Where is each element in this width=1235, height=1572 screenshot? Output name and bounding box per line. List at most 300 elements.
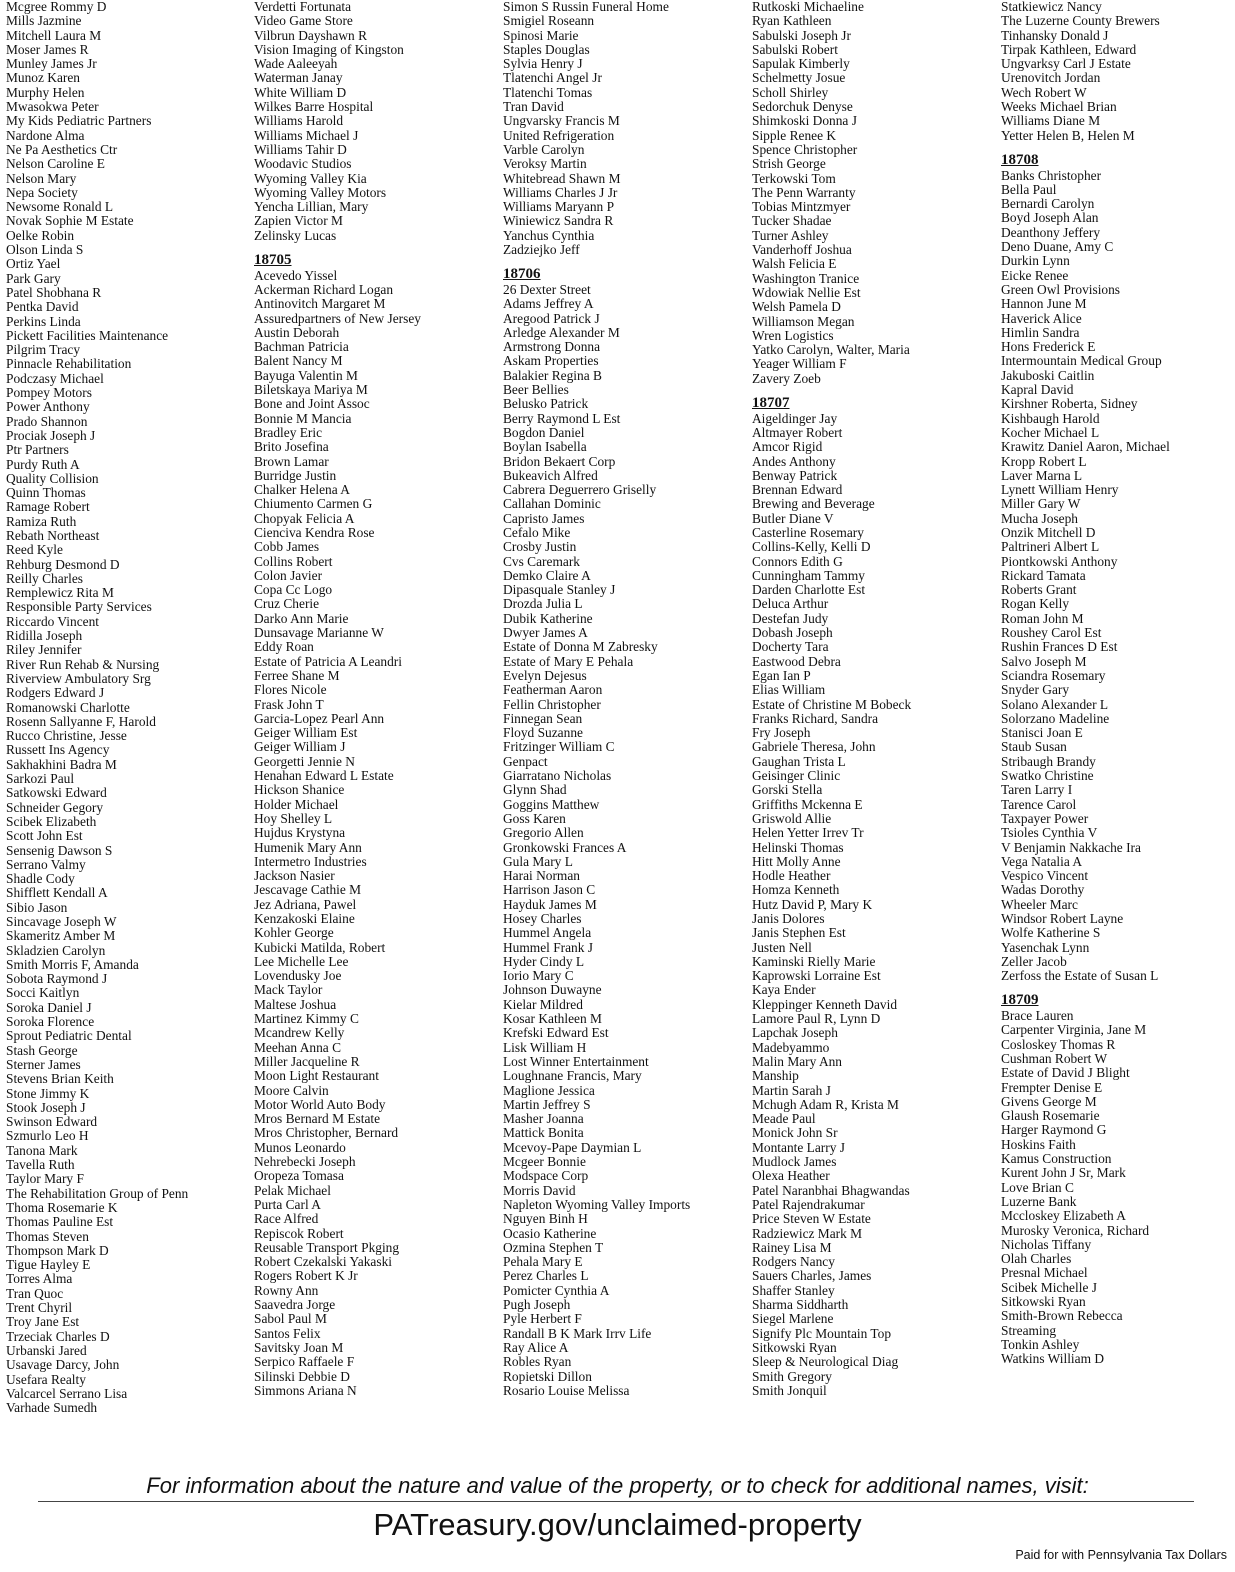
claimant-name: Perkins Linda [6, 313, 81, 329]
claimant-name: Smith-Brown Rebecca [1001, 1308, 1123, 1324]
claimant-name: Rainey Lisa M [752, 1239, 832, 1255]
claimant-name: Finnegan Sean [503, 710, 583, 726]
claimant-name: Park Gary [6, 270, 61, 286]
claimant-name: Cienciva Kendra Rose [254, 524, 375, 540]
claimant-name: Ferree Shane M [254, 667, 340, 683]
claimant-name: Cabrera Deguerrero Griselly [503, 482, 657, 498]
claimant-name: Aigeldinger Jay [752, 410, 838, 426]
name-listing [6, 0, 1235, 1430]
claimant-name: Cefalo Mike [503, 524, 571, 540]
claimant-name: Wyoming Valley Kia [254, 170, 367, 186]
claimant-name: Williams Charles J Jr [503, 184, 618, 200]
claimant-name: Zadziejko Jeff [503, 242, 580, 258]
claimant-name: Tucker Shadae [752, 213, 832, 229]
claimant-name: Pentka David [6, 299, 79, 315]
claimant-name: Brace Lauren [1001, 1008, 1074, 1024]
claimant-name: Cunningham Tammy [752, 567, 866, 583]
claimant-name: Mcevoy-Pape Daymian L [503, 1139, 642, 1155]
claimant-name: Hayduk James M [503, 896, 597, 912]
claimant-name: Romanowski Charlotte [6, 699, 130, 715]
claimant-name: Simmons Ariana N [254, 1382, 357, 1398]
claimant-name: Aregood Patrick J [503, 310, 600, 326]
claimant-name: Paltrineri Albert L [1001, 539, 1100, 555]
claimant-name: Vilbrun Dayshawn R [254, 27, 368, 43]
claimant-name: Hodle Heather [752, 868, 831, 884]
claimant-name: Janis Dolores [752, 911, 825, 926]
claimant-name: Humenik Mary Ann [254, 839, 362, 855]
claimant-name: Olah Charles [1001, 1251, 1072, 1267]
claimant-name: Presnal Michael [1001, 1265, 1088, 1281]
column-5 [1001, 0, 1235, 1367]
claimant-name: Swatko Christine [1001, 768, 1094, 784]
claimant-name: Thomas Pauline Est [6, 1214, 114, 1230]
claimant-name: Butler Diane V [752, 510, 834, 526]
claimant-name: Simon S Russin Funeral Home [503, 0, 669, 14]
claimant-name: Goggins Matthew [503, 796, 600, 812]
column-4 [752, 0, 998, 1398]
claimant-name: Wheeler Marc [1001, 896, 1078, 912]
claimant-name: Podczasy Michael [6, 370, 104, 386]
claimant-name: Chopyak Felicia A [254, 510, 355, 526]
claimant-name: Cosloskey Thomas R [1001, 1036, 1116, 1052]
claimant-name: Mills Jazmine [6, 13, 82, 29]
claimant-name: Egan Ian P [752, 667, 811, 683]
claimant-name: Laver Marna L [1001, 467, 1083, 483]
claimant-name: Hannon June M [1001, 296, 1087, 312]
claimant-name: Glaush Rosemarie [1001, 1108, 1100, 1124]
claimant-name: The Penn Warranty [752, 184, 856, 200]
claimant-name: Oropeza Tomasa [254, 1168, 344, 1184]
claimant-name: Hitt Molly Anne [752, 853, 841, 869]
claimant-name: Benway Patrick [752, 467, 838, 483]
claimant-name: Wren Logistics [752, 327, 834, 343]
claimant-name: Hummel Angela [503, 925, 592, 941]
claimant-name: Dipasquale Stanley J [503, 582, 616, 598]
claimant-name: Rushin Frances D Est [1001, 639, 1118, 655]
claimant-name: Gaughan Trista L [752, 753, 846, 769]
claimant-name: Price Steven W Estate [752, 1211, 871, 1227]
claimant-name: Ridilla Joseph [6, 628, 83, 644]
claimant-name: Washington Tranice [752, 270, 860, 286]
claimant-name: Boylan Isabella [503, 439, 587, 455]
claimant-name: Featherman Aaron [503, 682, 603, 698]
zip-code-heading: 18706 [503, 266, 541, 283]
claimant-name: Vanderhoff Joshua [752, 242, 852, 258]
claimant-name: Usavage Darcy, John [6, 1357, 120, 1373]
claimant-name: Wade Aaleeyah [254, 56, 338, 72]
claimant-name: Tran Quoc [6, 1285, 64, 1301]
claimant-name: Riley Jennifer [6, 642, 82, 658]
claimant-name: Olson Linda S [6, 242, 84, 258]
claimant-name: Purdy Ruth A [6, 456, 80, 472]
claimant-name: Socci Kaitlyn [6, 985, 80, 1001]
claimant-name: Tarence Carol [1001, 796, 1077, 812]
claimant-name: Floyd Suzanne [503, 725, 583, 741]
claimant-name: Fellin Christopher [503, 696, 601, 712]
claimant-name: Serpico Raffaele F [254, 1354, 355, 1370]
claimant-name: Kohler George [254, 925, 334, 941]
claimant-name: Signify Plc Mountain Top [752, 1325, 892, 1341]
claimant-name: Spence Christopher [752, 141, 858, 157]
claimant-name: Brito Josefina [254, 439, 329, 455]
claimant-name: Hujdus Krystyna [254, 825, 346, 841]
claimant-name: Mattick Bonita [503, 1125, 584, 1141]
claimant-name: Yasenchak Lynn [1001, 939, 1090, 955]
claimant-name: Deluca Arthur [752, 596, 829, 612]
claimant-name: Gronkowski Frances A [503, 839, 627, 855]
claimant-name: Skameritz Amber M [6, 928, 116, 944]
claimant-name: Meade Paul [752, 1111, 816, 1127]
claimant-name: Chiumento Carmen G [254, 496, 373, 512]
claimant-name: Brewing and Beverage [752, 496, 875, 512]
claimant-name: Amcor Rigid [752, 439, 823, 455]
claimant-name: Whitebread Shawn M [503, 170, 621, 186]
claimant-name: Bayuga Valentin M [254, 367, 358, 383]
claimant-name: Mack Taylor [254, 982, 323, 998]
claimant-name: Mros Christopher, Bernard [254, 1125, 399, 1141]
claimant-name: Frask John T [254, 696, 324, 712]
claimant-name: Ungvarksy Carl J Estate [1001, 56, 1131, 72]
claimant-name: Roushey Carol Est [1001, 625, 1102, 641]
claimant-name: Mcgeer Bonnie [503, 1154, 586, 1170]
claimant-name: Deanthony Jeffery [1001, 224, 1101, 240]
claimant-name: Antinovitch Margaret M [254, 296, 386, 312]
claimant-name: Lynett William Henry [1001, 482, 1119, 498]
claimant-name: Moser James R [6, 41, 89, 57]
claimant-name: Georgetti Jennie N [254, 753, 355, 769]
claimant-name: Kapral David [1001, 382, 1074, 398]
claimant-name: Martinez Kimmy C [254, 1011, 359, 1027]
claimant-name: Hickson Shanice [254, 782, 345, 798]
claimant-name: Shadle Cody [6, 871, 75, 887]
claimant-name: Destefan Judy [752, 610, 829, 626]
claimant-name: Dubik Katherine [503, 610, 593, 626]
claimant-name: Lamore Paul R, Lynn D [752, 1011, 881, 1027]
claimant-name: Pickett Facilities Maintenance [6, 327, 169, 343]
claimant-name: Hons Frederick E [1001, 339, 1096, 355]
claimant-name: Gula Mary L [503, 853, 573, 869]
claimant-name: Jescavage Cathie M [254, 882, 362, 898]
claimant-name: Estate of Christine M Bobeck [752, 696, 912, 712]
claimant-name: Estate of Mary E Pehala [503, 653, 634, 669]
claimant-name: Williams Maryann P [503, 199, 615, 215]
claimant-name: Fritzinger William C [503, 739, 615, 755]
claimant-name: Terkowski Tom [752, 170, 836, 186]
claimant-name: Pompey Motors [6, 385, 92, 401]
claimant-name: Robles Ryan [503, 1354, 572, 1370]
claimant-name: Munoz Karen [6, 70, 80, 86]
claimant-name: Rowny Ann [254, 1282, 319, 1298]
claimant-name: Kubicki Matilda, Robert [254, 939, 386, 955]
claimant-name: Riccardo Vincent [6, 613, 100, 629]
claimant-name: Sedorchuk Denyse [752, 99, 853, 115]
claimant-name: Giarratano Nicholas [503, 768, 612, 784]
claimant-name: Bernardi Carolyn [1001, 196, 1095, 212]
claimant-name: Estate of Donna M Zabresky [503, 639, 658, 655]
claimant-name: Nelson Mary [6, 170, 77, 186]
claimant-name: Sipple Renee K [752, 127, 837, 143]
claimant-name: Smith Jonquil [752, 1382, 827, 1398]
claimant-name: Schelmetty Josue [752, 70, 846, 86]
claimant-name: Kishbaugh Harold [1001, 410, 1100, 426]
claimant-name: Remplewicz Rita M [6, 585, 114, 601]
claimant-name: Tonkin Ashley [1001, 1336, 1080, 1352]
claimant-name: Montante Larry J [752, 1139, 845, 1155]
claimant-name: Weeks Michael Brian [1001, 99, 1117, 115]
claimant-name: Zerfoss the Estate of Susan L [1001, 968, 1159, 984]
claimant-name: Holder Michael [254, 796, 339, 812]
claimant-name: Malin Mary Ann [752, 1053, 843, 1069]
claimant-name: Burridge Justin [254, 467, 337, 483]
claimant-name: Vega Natalia A [1001, 853, 1083, 869]
claimant-name: Collins-Kelly, Kelli D [752, 539, 871, 555]
claimant-name: Stanisci Joan E [1001, 725, 1083, 741]
claimant-name: Bukeavich Alfred [503, 467, 598, 483]
claimant-name: The Rehabilitation Group of Penn [6, 1185, 189, 1201]
claimant-name: Brennan Edward [752, 482, 843, 498]
claimant-name: Patel Rajendrakumar [752, 1196, 865, 1212]
claimant-name: Geiger William Est [254, 725, 358, 741]
claimant-name: Meehan Anna C [254, 1039, 342, 1055]
claimant-name: Demko Claire A [503, 567, 591, 583]
claimant-name: Sensenig Dawson S [6, 842, 113, 858]
claimant-name: Kleppinger Kenneth David [752, 996, 898, 1012]
claimant-name: Rebath Northeast [6, 527, 100, 543]
claimant-name: Estate of Patricia A Leandri [254, 653, 402, 669]
claimant-name: Lapchak Joseph [752, 1025, 838, 1041]
claimant-name: Masher Joanna [503, 1111, 584, 1127]
claimant-name: Berry Raymond L Est [503, 410, 621, 426]
claimant-name: Ocasio Katherine [503, 1225, 597, 1241]
claimant-name: Intermountain Medical Group [1001, 353, 1162, 369]
claimant-name: Smith Gregory [752, 1368, 832, 1384]
footer-info-text: For information about the nature and value of the property, or to check for additional names, visit: [146, 1473, 1089, 1498]
claimant-name: Harai Norman [503, 868, 580, 884]
claimant-name: Sitkowski Ryan [1001, 1294, 1086, 1310]
claimant-name: Wilkes Barre Hospital [254, 99, 374, 115]
column-2 [254, 0, 500, 1398]
claimant-name: Williams Michael J [254, 127, 359, 143]
claimant-name: Taren Larry I [1001, 782, 1073, 798]
claimant-name: Givens George M [1001, 1093, 1097, 1109]
claimant-name: Belusko Patrick [503, 396, 589, 412]
claimant-name: Pilgrim Tracy [6, 342, 81, 358]
claimant-name: Loughnane Francis, Mary [503, 1068, 642, 1084]
claimant-name: Estate of David J Blight [1001, 1065, 1130, 1081]
claimant-name: Murphy Helen [6, 84, 85, 100]
claimant-name: Geiger William J [254, 739, 346, 755]
claimant-name: Swinson Edward [6, 1114, 98, 1130]
claimant-name: Varhade Sumedh [6, 1400, 98, 1416]
claimant-name: Ungvarsky Francis M [503, 113, 620, 129]
claimant-name: Soroka Florence [6, 1014, 95, 1030]
claimant-name: Homza Kenneth [752, 882, 840, 898]
claimant-name: Arledge Alexander M [503, 324, 620, 340]
claimant-name: Martin Sarah J [752, 1082, 831, 1098]
claimant-name: Scholl Shirley [752, 84, 829, 100]
claimant-name: Helen Yetter Irrev Tr [752, 825, 864, 841]
claimant-name: Monick John Sr [752, 1125, 838, 1141]
claimant-name: Jakuboski Caitlin [1001, 367, 1095, 383]
claimant-name: Colon Javier [254, 567, 323, 583]
claimant-name: Balakier Regina B [503, 367, 602, 383]
claimant-name: Love Brian C [1001, 1179, 1074, 1195]
claimant-name: Gorski Stella [752, 782, 823, 798]
claimant-name: Walsh Felicia E [752, 256, 837, 272]
claimant-name: Sibio Jason [6, 899, 68, 915]
claimant-name: Schneider Gegory [6, 799, 104, 815]
claimant-name: Sharma Siddharth [752, 1297, 849, 1313]
claimant-name: Newsome Ronald L [6, 199, 114, 215]
claimant-name: Modspace Corp [503, 1168, 589, 1184]
claimant-name: Cushman Robert W [1001, 1050, 1108, 1066]
claimant-name: Waterman Janay [254, 70, 343, 86]
claimant-name: Saavedra Jorge [254, 1297, 336, 1313]
claimant-name: Statkiewicz Nancy [1001, 0, 1102, 14]
footer-url[interactable]: PATreasury.gov/unclaimed-property [373, 1507, 862, 1542]
claimant-name: Scott John Est [6, 828, 83, 844]
claimant-name: Intermetro Industries [254, 853, 367, 869]
claimant-name: Windsor Robert Layne [1001, 911, 1124, 926]
claimant-name: Tsioles Cynthia V [1001, 825, 1098, 841]
claimant-name: Sakhakhini Badra M [6, 756, 117, 772]
claimant-name: Woodavic Studios [254, 156, 352, 172]
claimant-name: Thompson Mark D [6, 1242, 109, 1258]
claimant-name: Austin Deborah [254, 324, 340, 340]
claimant-name: Pelak Michael [254, 1182, 331, 1198]
claimant-name: Geisinger Clinic [752, 768, 841, 784]
claimant-name: Sciandra Rosemary [1001, 667, 1106, 683]
claimant-name: Griffiths Mckenna E [752, 796, 863, 812]
claimant-name: Garcia-Lopez Pearl Ann [254, 710, 385, 726]
claimant-name: Fry Joseph [752, 725, 811, 741]
claimant-name: Franks Richard, Sandra [752, 710, 879, 726]
claimant-name: Stribaugh Brandy [1001, 753, 1096, 769]
claimant-name: Eddy Roan [254, 639, 314, 655]
claimant-name: Kenzakoski Elaine [254, 911, 355, 926]
claimant-name: Pugh Joseph [503, 1297, 571, 1313]
claimant-name: Perez Charles L [503, 1268, 589, 1284]
claimant-name: Siegel Marlene [752, 1311, 834, 1327]
column-1 [6, 0, 252, 1415]
claimant-name: Radziewicz Mark M [752, 1225, 863, 1241]
claimant-name: Sterner James [6, 1056, 81, 1072]
claimant-name: Cruz Cherie [254, 596, 320, 612]
claimant-name: Strish George [752, 156, 826, 172]
claimant-name: Docherty Tara [752, 639, 829, 655]
claimant-name: Genpact [503, 753, 548, 769]
claimant-name: Power Anthony [6, 399, 90, 415]
claimant-name: Miller Gary W [1001, 496, 1081, 512]
claimant-name: Evelyn Dejesus [503, 667, 587, 683]
claimant-name: Stook Joseph J [6, 1099, 86, 1115]
claimant-name: Spinosi Marie [503, 27, 579, 43]
claimant-name: Bridon Bekaert Corp [503, 453, 616, 469]
claimant-name: Sitkowski Ryan [752, 1339, 837, 1355]
claimant-name: Nardone Alma [6, 127, 85, 143]
claimant-name: Frempter Denise E [1001, 1079, 1103, 1095]
claimant-name: Williamson Megan [752, 313, 855, 329]
claimant-name: Riverview Ambulatory Srg [6, 670, 151, 686]
claimant-name: Justen Nell [752, 939, 812, 955]
claimant-name: Maglione Jessica [503, 1082, 595, 1098]
claimant-name: Olexa Heather [752, 1168, 830, 1184]
claimant-name: Ray Alice A [503, 1339, 569, 1355]
footer-divider [38, 1501, 1194, 1502]
claimant-name: Veroksy Martin [503, 156, 587, 172]
claimant-name: Darko Ann Marie [254, 610, 349, 626]
claimant-name: Streaming [1001, 1322, 1057, 1338]
claimant-name: Staub Susan [1001, 739, 1067, 755]
zip-code-heading: 18705 [254, 252, 292, 269]
claimant-name: The Luzerne County Brewers [1001, 13, 1160, 29]
claimant-name: Mwasokwa Peter [6, 99, 99, 115]
claimant-name: My Kids Pediatric Partners [6, 113, 152, 129]
claimant-name: Connors Edith G [752, 553, 843, 569]
claimant-name: Pyle Herbert F [503, 1311, 582, 1327]
claimant-name: Miller Jacqueline R [254, 1053, 360, 1069]
claimant-name: Beer Bellies [503, 382, 569, 398]
claimant-name: Tlatenchi Angel Jr [503, 70, 602, 86]
claimant-name: Hoskins Faith [1001, 1136, 1076, 1152]
claimant-name: Patel Shobhana R [6, 284, 102, 300]
claimant-name: Mcandrew Kelly [254, 1025, 345, 1041]
claimant-name: Wech Robert W [1001, 84, 1087, 100]
claimant-name: Yencha Lillian, Mary [254, 199, 369, 215]
claimant-name: Wdowiak Nellie Est [752, 284, 861, 300]
claimant-name: Jez Adriana, Pawel [254, 896, 357, 912]
claimant-name: Lost Winner Entertainment [503, 1053, 649, 1069]
claimant-name: Williams Harold [254, 113, 344, 129]
claimant-name: Stevens Brian Keith [6, 1071, 114, 1087]
claimant-name: Wadas Dorothy [1001, 882, 1085, 898]
claimant-name: Green Owl Provisions [1001, 281, 1121, 297]
claimant-name: Tirpak Kathleen, Edward [1001, 41, 1137, 57]
claimant-name: Tavella Ruth [6, 1157, 75, 1173]
claimant-name: Bonnie M Mancia [254, 410, 352, 426]
claimant-name: Kirshner Roberta, Sidney [1001, 396, 1138, 412]
claimant-name: Rehburg Desmond D [6, 556, 120, 572]
claimant-name: Bone and Joint Assoc [254, 396, 370, 412]
claimant-name: Ozmina Stephen T [503, 1239, 604, 1255]
claimant-name: Ryan Kathleen [752, 13, 832, 29]
claimant-name: Smith Morris F, Amanda [6, 956, 139, 972]
claimant-name: Lisk William H [503, 1039, 587, 1055]
claimant-name: Mitchell Laura M [6, 27, 102, 43]
claimant-name: Santos Felix [254, 1325, 321, 1341]
claimant-name: Yanchus Cynthia [503, 227, 595, 243]
claimant-name: Stone Jimmy K [6, 1085, 90, 1101]
claimant-name: Capristo James [503, 510, 585, 526]
claimant-name: Morris David [503, 1182, 576, 1198]
claimant-name: Responsible Party Services [6, 599, 152, 615]
claimant-name: Copa Cc Logo [254, 582, 333, 598]
claimant-name: Drozda Julia L [503, 596, 583, 612]
claimant-name: Manship [752, 1068, 799, 1084]
claimant-name: Kropp Robert L [1001, 453, 1087, 469]
claimant-name: Video Game Store [254, 13, 353, 29]
claimant-name: Gregorio Allen [503, 825, 584, 841]
zip-code-heading: 18708 [1001, 151, 1039, 168]
claimant-name: Kocher Michael L [1001, 424, 1100, 440]
claimant-name: Callahan Dominic [503, 496, 601, 512]
claimant-name: Ackerman Richard Logan [254, 281, 394, 297]
claimant-name: Reilly Charles [6, 570, 83, 586]
claimant-name: Soroka Daniel J [6, 999, 92, 1015]
claimant-name: Sprout Pediatric Dental [6, 1028, 132, 1044]
claimant-name: Casterline Rosemary [752, 524, 864, 540]
claimant-name: Griswold Allie [752, 810, 832, 826]
